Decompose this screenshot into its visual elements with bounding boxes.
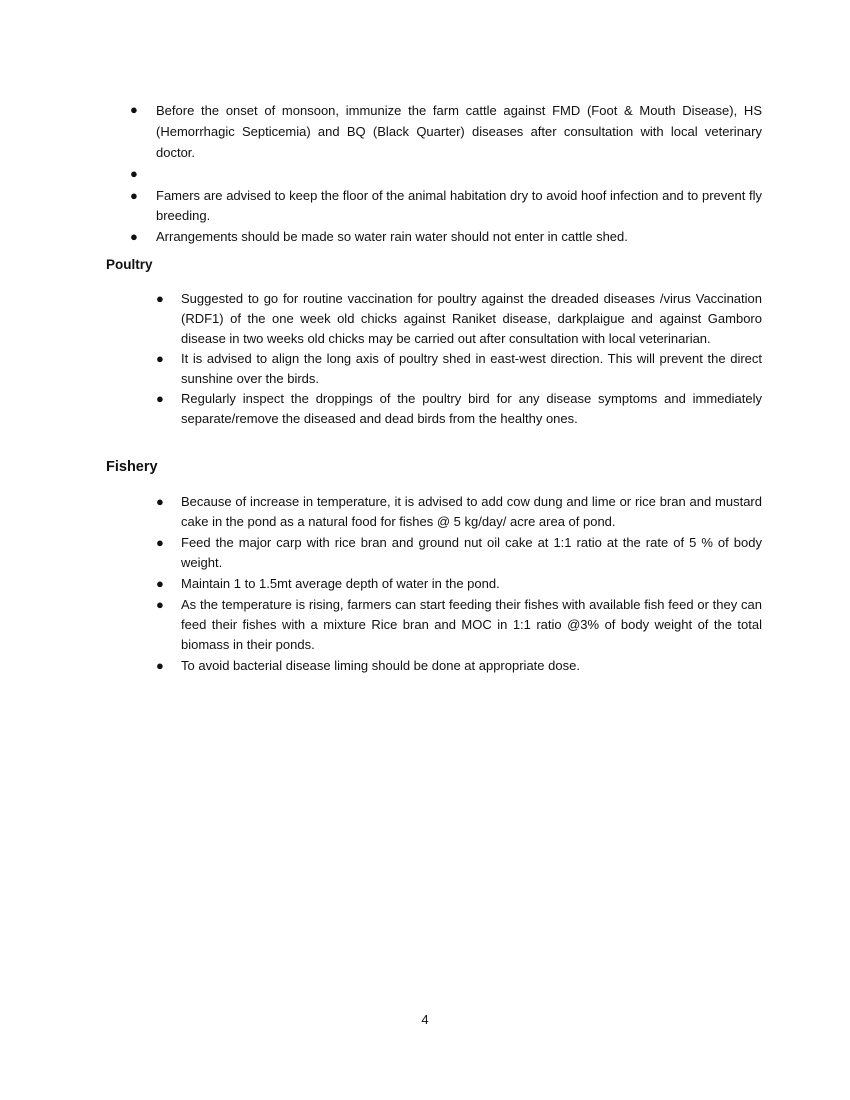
list-item-text: Famers are advised to keep the floor of the animal habitation dry to avoid hoof infection and to prevent fly breeding. (156, 188, 762, 223)
list-item (156, 349, 762, 389)
list-item-text: Maintain 1 to 1.5mt average depth of water in the pond. (181, 576, 500, 591)
list-item (156, 289, 762, 349)
list-item (156, 656, 762, 676)
list-item (156, 389, 762, 429)
livestock-advice-list (130, 100, 762, 248)
bullet-icon: ● (130, 229, 138, 244)
bullet-icon: ● (130, 102, 138, 117)
list-item-text: Regularly inspect the droppings of the poultry bird for any disease symptoms and immediately separate/remove the diseased and dead birds from the healthy ones. (181, 391, 762, 426)
bullet-icon: ● (156, 291, 164, 306)
list-item-text: Because of increase in temperature, it is advised to add cow dung and lime or rice bran and mustard cake in the pond as a natural food for fishes @ 5 kg/day/ acre area of pond. (181, 494, 762, 529)
bullet-icon: ● (130, 188, 138, 203)
list-item (156, 595, 762, 655)
bullet-icon: ● (156, 351, 164, 366)
list-item (130, 227, 762, 247)
bullet-icon: ● (156, 597, 164, 612)
bullet-icon: ● (156, 658, 164, 673)
bullet-icon: ● (156, 494, 164, 509)
list-item (130, 100, 762, 163)
list-item-text: Suggested to go for routine vaccination for poultry against the dreaded diseases /virus Vaccination (RDF1) of the one week old chicks against Raniket disease, darkplaigue and against Gamboro disease in two weeks old chicks may be carried out after consultation with local veterinarian. (181, 291, 762, 346)
section-heading-poultry: Poultry (106, 257, 153, 272)
list-item (156, 492, 762, 532)
bullet-icon: ● (130, 166, 138, 181)
bullet-icon: ● (156, 535, 164, 550)
bullet-icon: ● (156, 576, 164, 591)
page-number: 4 (421, 1012, 429, 1027)
section-heading-fishery: Fishery (106, 459, 158, 475)
list-item-text: As the temperature is rising, farmers can start feeding their fishes with available fish feed or they can feed their fishes with a mixture Rice bran and MOC in 1:1 ratio @3% of body weight of the total biomass in their ponds. (181, 597, 762, 652)
list-item-text: Feed the major carp with rice bran and ground nut oil cake at 1:1 ratio at the rate of 5 % of body weight. (181, 535, 762, 570)
list-item (156, 533, 762, 573)
list-item (130, 164, 762, 185)
list-item-text: To avoid bacterial disease liming should be done at appropriate dose. (181, 658, 580, 673)
list-item-text: It is advised to align the long axis of poultry shed in east-west direction. This will prevent the direct sunshine over the birds. (181, 351, 762, 386)
list-item-text: Before the onset of monsoon, immunize the farm cattle against FMD (Foot & Mouth Disease), HS (Hemorrhagic Septicemia) and BQ (Black Quarter) diseases after consultation with local veterinary doctor. (156, 103, 762, 160)
poultry-advice-list (156, 289, 762, 429)
fishery-advice-list (156, 492, 762, 677)
list-item-text: Arrangements should be made so water rain water should not enter in cattle shed. (156, 229, 628, 244)
list-item (130, 186, 762, 226)
bullet-icon: ● (156, 391, 164, 406)
list-item (156, 574, 762, 594)
